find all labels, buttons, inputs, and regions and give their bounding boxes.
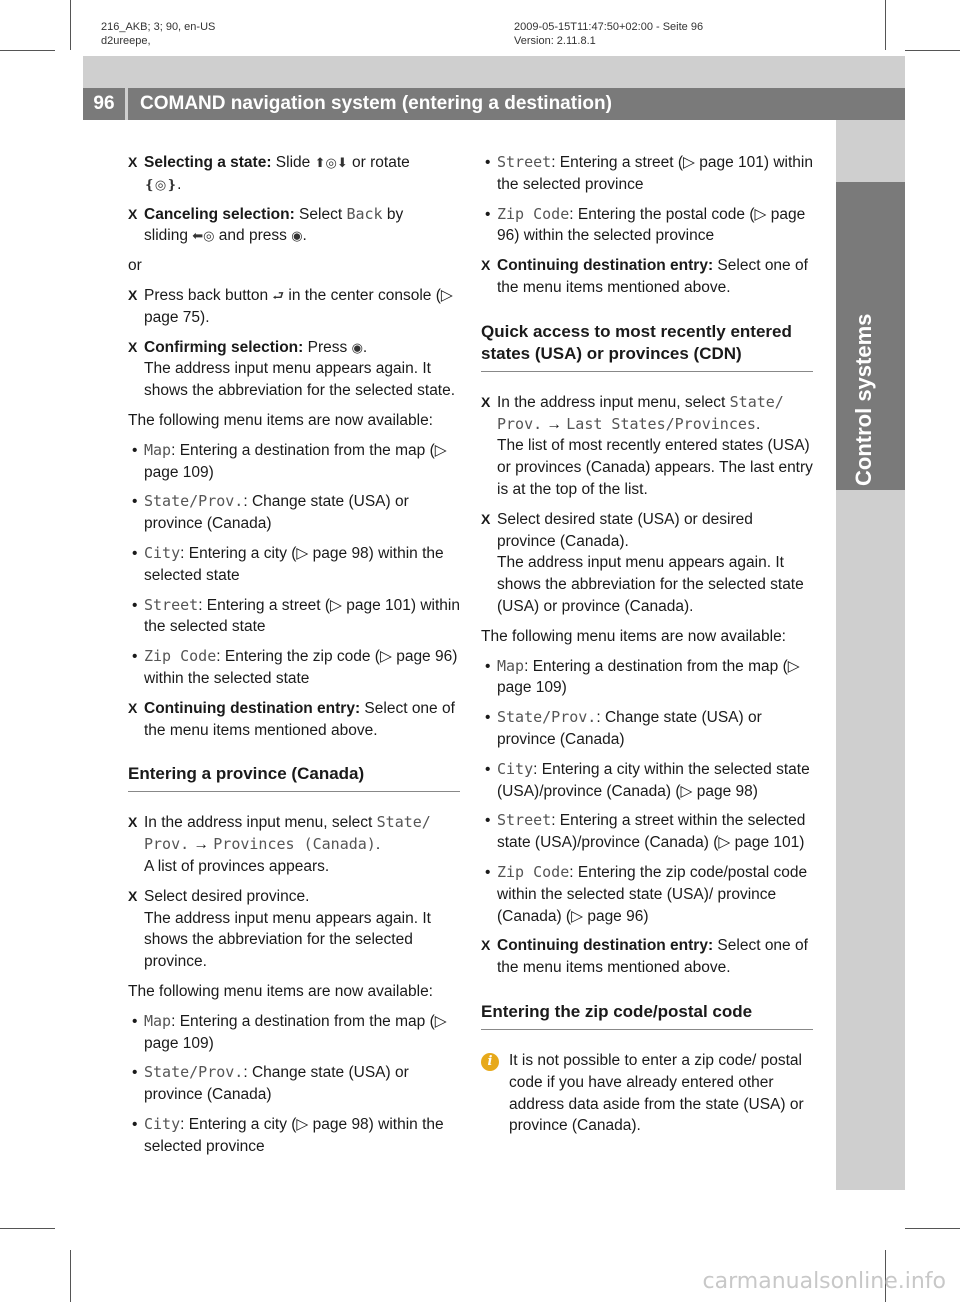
- crop-mark: [905, 1228, 960, 1229]
- info-note: i It is not possible to enter a zip code/ postal code if you have already entered other address data aside from the state (USA) or province (Canada).: [481, 1050, 813, 1137]
- bullet-icon: •: [485, 812, 491, 830]
- page-ref-icon: ▷: [296, 1115, 309, 1133]
- list-item: • Zip Code: Entering the zip code (▷ page 96) within the selected state: [132, 647, 458, 687]
- step-marker-icon: X: [128, 887, 138, 904]
- crop-mark: [70, 1250, 71, 1302]
- bullet-icon: •: [132, 648, 138, 666]
- bullet-icon: •: [132, 596, 138, 614]
- print-meta-right: 2009-05-15T11:47:50+02:00 - Seite 96 Version: 2.11.8.1: [514, 21, 704, 47]
- page-title: COMAND navigation system (entering a destination): [128, 88, 905, 120]
- step-marker-icon: X: [481, 510, 491, 527]
- page-ref-icon: ▷: [683, 154, 695, 171]
- instruction-step: X In the address input menu, select State/ Prov. → Provinces (Canada). A list of provinces appears.: [128, 813, 431, 875]
- instruction-step: X Select desired province. The address input menu appears again. It shows the abbreviation for the selected province.: [128, 887, 431, 971]
- section-heading: Quick access to most recently entered states (USA) or provinces (CDN): [481, 321, 813, 372]
- bullet-icon: •: [485, 863, 491, 881]
- bullet-icon: •: [485, 760, 491, 778]
- instruction-step: X Continuing destination entry: Select one of the menu items mentioned above.: [481, 937, 808, 977]
- controller-press-icon: ◉: [351, 339, 363, 355]
- bullet-icon: •: [132, 544, 138, 562]
- back-button-icon: ⮐: [272, 287, 285, 303]
- controller-press-icon: ◉: [291, 228, 303, 244]
- page-ref-icon: ▷: [434, 441, 447, 459]
- left-column: X Selecting a state: Slide ⬆◎⬇ or rotate ❴◎❵. X Canceling selection: Select Back by sliding ⬅◎ and press ◉. or X Press back button ⮐ in the center console (▷ page 75). X Confirming selection: Press ◉. The address input menu appears again. It shows the abbreviation for the selected state. The following menu items are now available: • Map: Entering a destination from the map (▷ page 109) • State/Prov.: Change state (USA) or province (Canada) • City: Entering a city (▷ page 98) within the selected state • Street: Entering a street (▷ page 101) within the selected state • Zip Code: Entering the zip code (▷ page 96) within the selected state X Continuing destination entry: Select one of the menu items mentioned above. Entering a province (Canada) X In the address input menu, select State/ Prov. → Provinces (Canada). A list of provinces appears. X Select desired province. The address input menu appears again. It shows the abbreviation for the selected province. The following menu items are now available: • Map: Entering a destination from the map (▷ page 109) • State/Prov.: Change state (USA) or province (Canada) • City: Entering a city (▷ page 98) within the selected province: [128, 152, 460, 1165]
- crop-mark: [70, 0, 71, 50]
- list-item: • Map: Entering a destination from the map (▷ page 109): [485, 656, 800, 697]
- instruction-step: X Confirming selection: Press ◉. The address input menu appears again. It shows the abbreviation for the selected state.: [128, 338, 456, 400]
- step-marker-icon: X: [128, 338, 138, 355]
- section-heading: Entering a province (Canada): [128, 763, 460, 792]
- list-item: • State/Prov.: Change state (USA) or province (Canada): [485, 708, 762, 748]
- step-marker-icon: X: [481, 393, 491, 410]
- list-item: • Map: Entering a destination from the map (▷ page 109): [132, 1011, 447, 1052]
- bullet-icon: •: [132, 1012, 138, 1030]
- list-item: • Street: Entering a street within the selected state (USA)/province (Canada) (▷ page 101): [485, 811, 806, 852]
- instruction-step: X Continuing destination entry: Select one of the menu items mentioned above.: [481, 257, 808, 296]
- bullet-icon: •: [132, 1115, 138, 1133]
- list-item: • State/Prov.: Change state (USA) or province (Canada): [132, 1063, 409, 1104]
- page-number: 96: [83, 88, 125, 120]
- print-meta-left: 216_AKB; 3; 90, en-US d2ureepe,: [101, 21, 216, 47]
- step-marker-icon: X: [128, 205, 138, 222]
- page-ref-icon: ▷: [379, 648, 392, 666]
- section-tab-label: Control systems: [851, 313, 876, 486]
- step-marker-icon: X: [128, 699, 138, 716]
- bullet-icon: •: [485, 709, 491, 727]
- page-ref-icon: ▷: [440, 286, 453, 304]
- list-item: • State/Prov.: Change state (USA) or province (Canada): [132, 492, 409, 533]
- instruction-step: X Continuing destination entry: Select one of the menu items mentioned above.: [128, 699, 455, 739]
- controller-slide-icon: ⬆◎⬇: [314, 155, 348, 170]
- step-marker-icon: X: [481, 937, 491, 954]
- bullet-icon: •: [485, 657, 491, 675]
- watermark: carmanualsonline.info: [702, 1269, 946, 1294]
- instruction-step: X Selecting a state: Slide ⬆◎⬇ or rotate ❴◎❵.: [128, 154, 410, 193]
- page-ref-icon: ▷: [754, 205, 767, 223]
- crop-mark: [0, 1228, 55, 1229]
- step-marker-icon: X: [128, 286, 138, 303]
- list-item: • City: Entering a city (▷ page 98) within the selected province: [132, 1114, 444, 1155]
- list-item: • Zip Code: Entering the postal code (▷ page 96) within the selected province: [485, 204, 806, 245]
- bullet-icon: •: [132, 1064, 138, 1082]
- list-item: • Zip Code: Entering the zip code/postal code within the selected state (USA)/ province (Canada) (▷ page 96): [485, 862, 808, 925]
- step-marker-icon: X: [128, 814, 138, 831]
- list-item: • City: Entering a city (▷ page 98) within the selected state: [132, 543, 444, 584]
- section-heading: Entering the zip code/postal code: [481, 1001, 813, 1030]
- list-item: • City: Entering a city within the selected state (USA)/province (Canada) (▷ page 98): [485, 759, 810, 800]
- crop-mark: [905, 50, 960, 51]
- crop-mark: [0, 50, 55, 51]
- page-ref-icon: ▷: [571, 907, 584, 925]
- info-icon: i: [481, 1053, 499, 1071]
- page-ref-icon: ▷: [296, 544, 309, 562]
- instruction-step: X Canceling selection: Select Back by sliding ⬅◎ and press ◉.: [128, 204, 404, 245]
- bullet-icon: •: [485, 154, 491, 171]
- page-ref-icon: ▷: [330, 596, 342, 614]
- instruction-step: X Select desired state (USA) or desired province (Canada). The address input menu appears again. It shows the abbreviation for the selected state (USA) or province (Canada).: [481, 510, 804, 615]
- bullet-icon: •: [132, 441, 138, 459]
- bullet-icon: •: [485, 205, 491, 223]
- crop-mark: [885, 0, 886, 50]
- list-item: • Street: Entering a street (▷ page 101) within the selected province: [485, 153, 813, 193]
- list-item: • Map: Entering a destination from the map (▷ page 109): [132, 440, 447, 481]
- page-ref-icon: ▷: [434, 1012, 447, 1030]
- controller-rotate-icon: ❴◎❵: [144, 176, 178, 192]
- page-ref-icon: ▷: [718, 834, 731, 852]
- instruction-step: X Press back button ⮐ in the center console (▷ page 75).: [128, 286, 453, 326]
- step-marker-icon: X: [128, 154, 138, 170]
- page-ref-icon: ▷: [787, 657, 800, 675]
- page-ref-icon: ▷: [680, 782, 693, 800]
- list-item: • Street: Entering a street (▷ page 101) within the selected state: [132, 595, 460, 636]
- bullet-icon: •: [132, 493, 138, 511]
- instruction-step: X In the address input menu, select State/ Prov. → Last States/Provinces. The list of most recently entered states (USA) or provinces (Canada) appears. The last entry is at the top of the list.: [481, 392, 813, 498]
- right-column: • Street: Entering a street (▷ page 101) within the selected province • Zip Code: Entering the postal code (▷ page 96) within the selected province X Continuing destination entry: Select one of the menu items mentioned above. Quick access to most recently entered states (USA) or provinces (CDN) X In the address input menu, select State/ Prov. → Last States/Provinces. The list of most recently entered states (USA) or provinces (Canada) appears. The last entry is at the top of the list. X Select desired state (USA) or desired province (Canada). The address input menu appears again. It shows the abbreviation for the selected state (USA) or province (Canada). The following menu items are now available: • Map: Entering a destination from the map (▷ page 109) • State/Prov.: Change state (USA) or province (Canada) • City: Entering a city within the selected state (USA)/province (Canada) (▷ page 98) • Street: Entering a street within the selected state (USA)/province (Canada) (▷ page 101) • Zip Code: Entering the zip code/postal code within the selected state (USA)/ province (Canada) (▷ page 96) X Continuing destination entry: Select one of the menu items mentioned above. Entering the zip code/postal code i It is not possible to enter a zip code/ postal code if you have already entered other address data aside from the state (USA) or province (Canada).: [481, 152, 813, 1137]
- controller-slide-left-icon: ⬅◎: [192, 228, 215, 244]
- step-marker-icon: X: [481, 257, 491, 274]
